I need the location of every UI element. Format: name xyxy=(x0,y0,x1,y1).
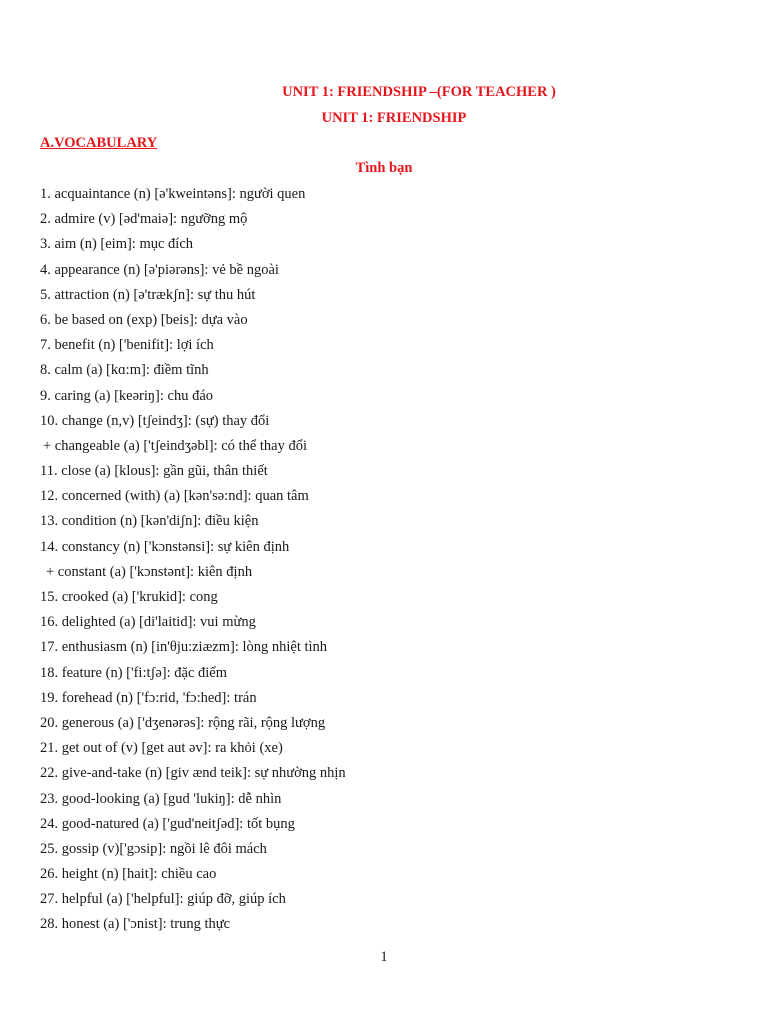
vocabulary-item: 16. delighted (a) [di'laitid]: vui mừng xyxy=(40,614,256,631)
vocabulary-item: 5. attraction (n) [ə'trækʃn]: sự thu hút xyxy=(40,286,256,303)
document-title-unit: UNIT 1: FRIENDSHIP xyxy=(321,110,467,126)
vocabulary-item: 21. get out of (v) [get aut əv]: ra khỏi (xe) xyxy=(40,740,283,757)
vocabulary-item: 10. change (n,v) [tʃeindʒ]: (sự) thay đổi xyxy=(40,412,270,429)
vocabulary-subitem: + constant (a) ['kɔnstənt]: kiên định xyxy=(46,563,253,580)
vocabulary-item: 19. forehead (n) ['fɔ:rid, 'fɔ:hed]: trán xyxy=(40,689,257,706)
vocabulary-item: 23. good-looking (a) [gud 'lukiŋ]: dễ nhìn xyxy=(40,790,282,807)
vocabulary-item: 14. constancy (n) ['kɔnstənsi]: sự kiên định xyxy=(40,538,290,555)
vocabulary-item: 3. aim (n) [eim]: mục đích xyxy=(40,236,194,253)
vocabulary-item: 26. height (n) [hait]: chiều cao xyxy=(40,866,217,883)
vocabulary-item: 7. benefit (n) ['benifit]: lợi ích xyxy=(40,337,214,354)
document-title-for-teacher: UNIT 1: FRIENDSHIP –(FOR TEACHER ) xyxy=(282,84,556,100)
vocabulary-item: 18. feature (n) ['fi:tʃə]: đặc điểm xyxy=(40,664,227,681)
vocabulary-item: 11. close (a) [klous]: gần gũi, thân thiết xyxy=(40,463,268,480)
vocabulary-item: 20. generous (a) ['dʒenərəs]: rộng rãi, rộng lượng xyxy=(40,714,326,731)
vocabulary-item: 25. gossip (v)['gɔsip]: ngồi lê đôi mách xyxy=(40,840,267,857)
vocabulary-item: 22. give-and-take (n) [giv ænd teik]: sự nhường nhịn xyxy=(40,765,346,782)
vocabulary-item: 12. concerned (with) (a) [kən'sə:nd]: quan tâm xyxy=(40,488,309,505)
vocabulary-item: 9. caring (a) [keəriŋ]: chu đáo xyxy=(40,387,214,404)
vocabulary-item: 17. enthusiasm (n) [in'θju:ziæzm]: lòng nhiệt tình xyxy=(40,639,328,656)
vocabulary-item: 27. helpful (a) ['helpful]: giúp đỡ, giúp ích xyxy=(40,891,286,908)
vocabulary-item: 1. acquaintance (n) [ə'kweintəns]: người quen xyxy=(40,186,306,202)
vocabulary-item: 24. good-natured (a) ['gud'neitʃəd]: tốt bụng xyxy=(40,815,295,832)
subheading-tinh-ban: Tình bạn xyxy=(355,160,413,176)
vocabulary-item: 13. condition (n) [kən'diʃn]: điều kiện xyxy=(40,513,259,530)
page-number: 1 xyxy=(380,949,388,965)
section-heading-vocabulary: A.VOCABULARY xyxy=(40,135,158,151)
vocabulary-item: 28. honest (a) ['ɔnist]: trung thực xyxy=(40,916,231,933)
vocabulary-list xyxy=(40,185,740,941)
vocabulary-item: 15. crooked (a) ['krukid]: cong xyxy=(40,589,218,605)
vocabulary-subitem: + changeable (a) ['tʃeindʒəbl]: có thể thay đổi xyxy=(43,437,308,454)
vocabulary-item: 2. admire (v) [əd'maiə]: ngưỡng mộ xyxy=(40,211,248,228)
vocabulary-item: 4. appearance (n) [ə'piərəns]: vẻ bề ngoài xyxy=(40,261,279,278)
vocabulary-item: 8. calm (a) [kɑ:m]: điềm tĩnh xyxy=(40,362,209,379)
vocabulary-item: 6. be based on (exp) [beis]: dựa vào xyxy=(40,311,248,328)
